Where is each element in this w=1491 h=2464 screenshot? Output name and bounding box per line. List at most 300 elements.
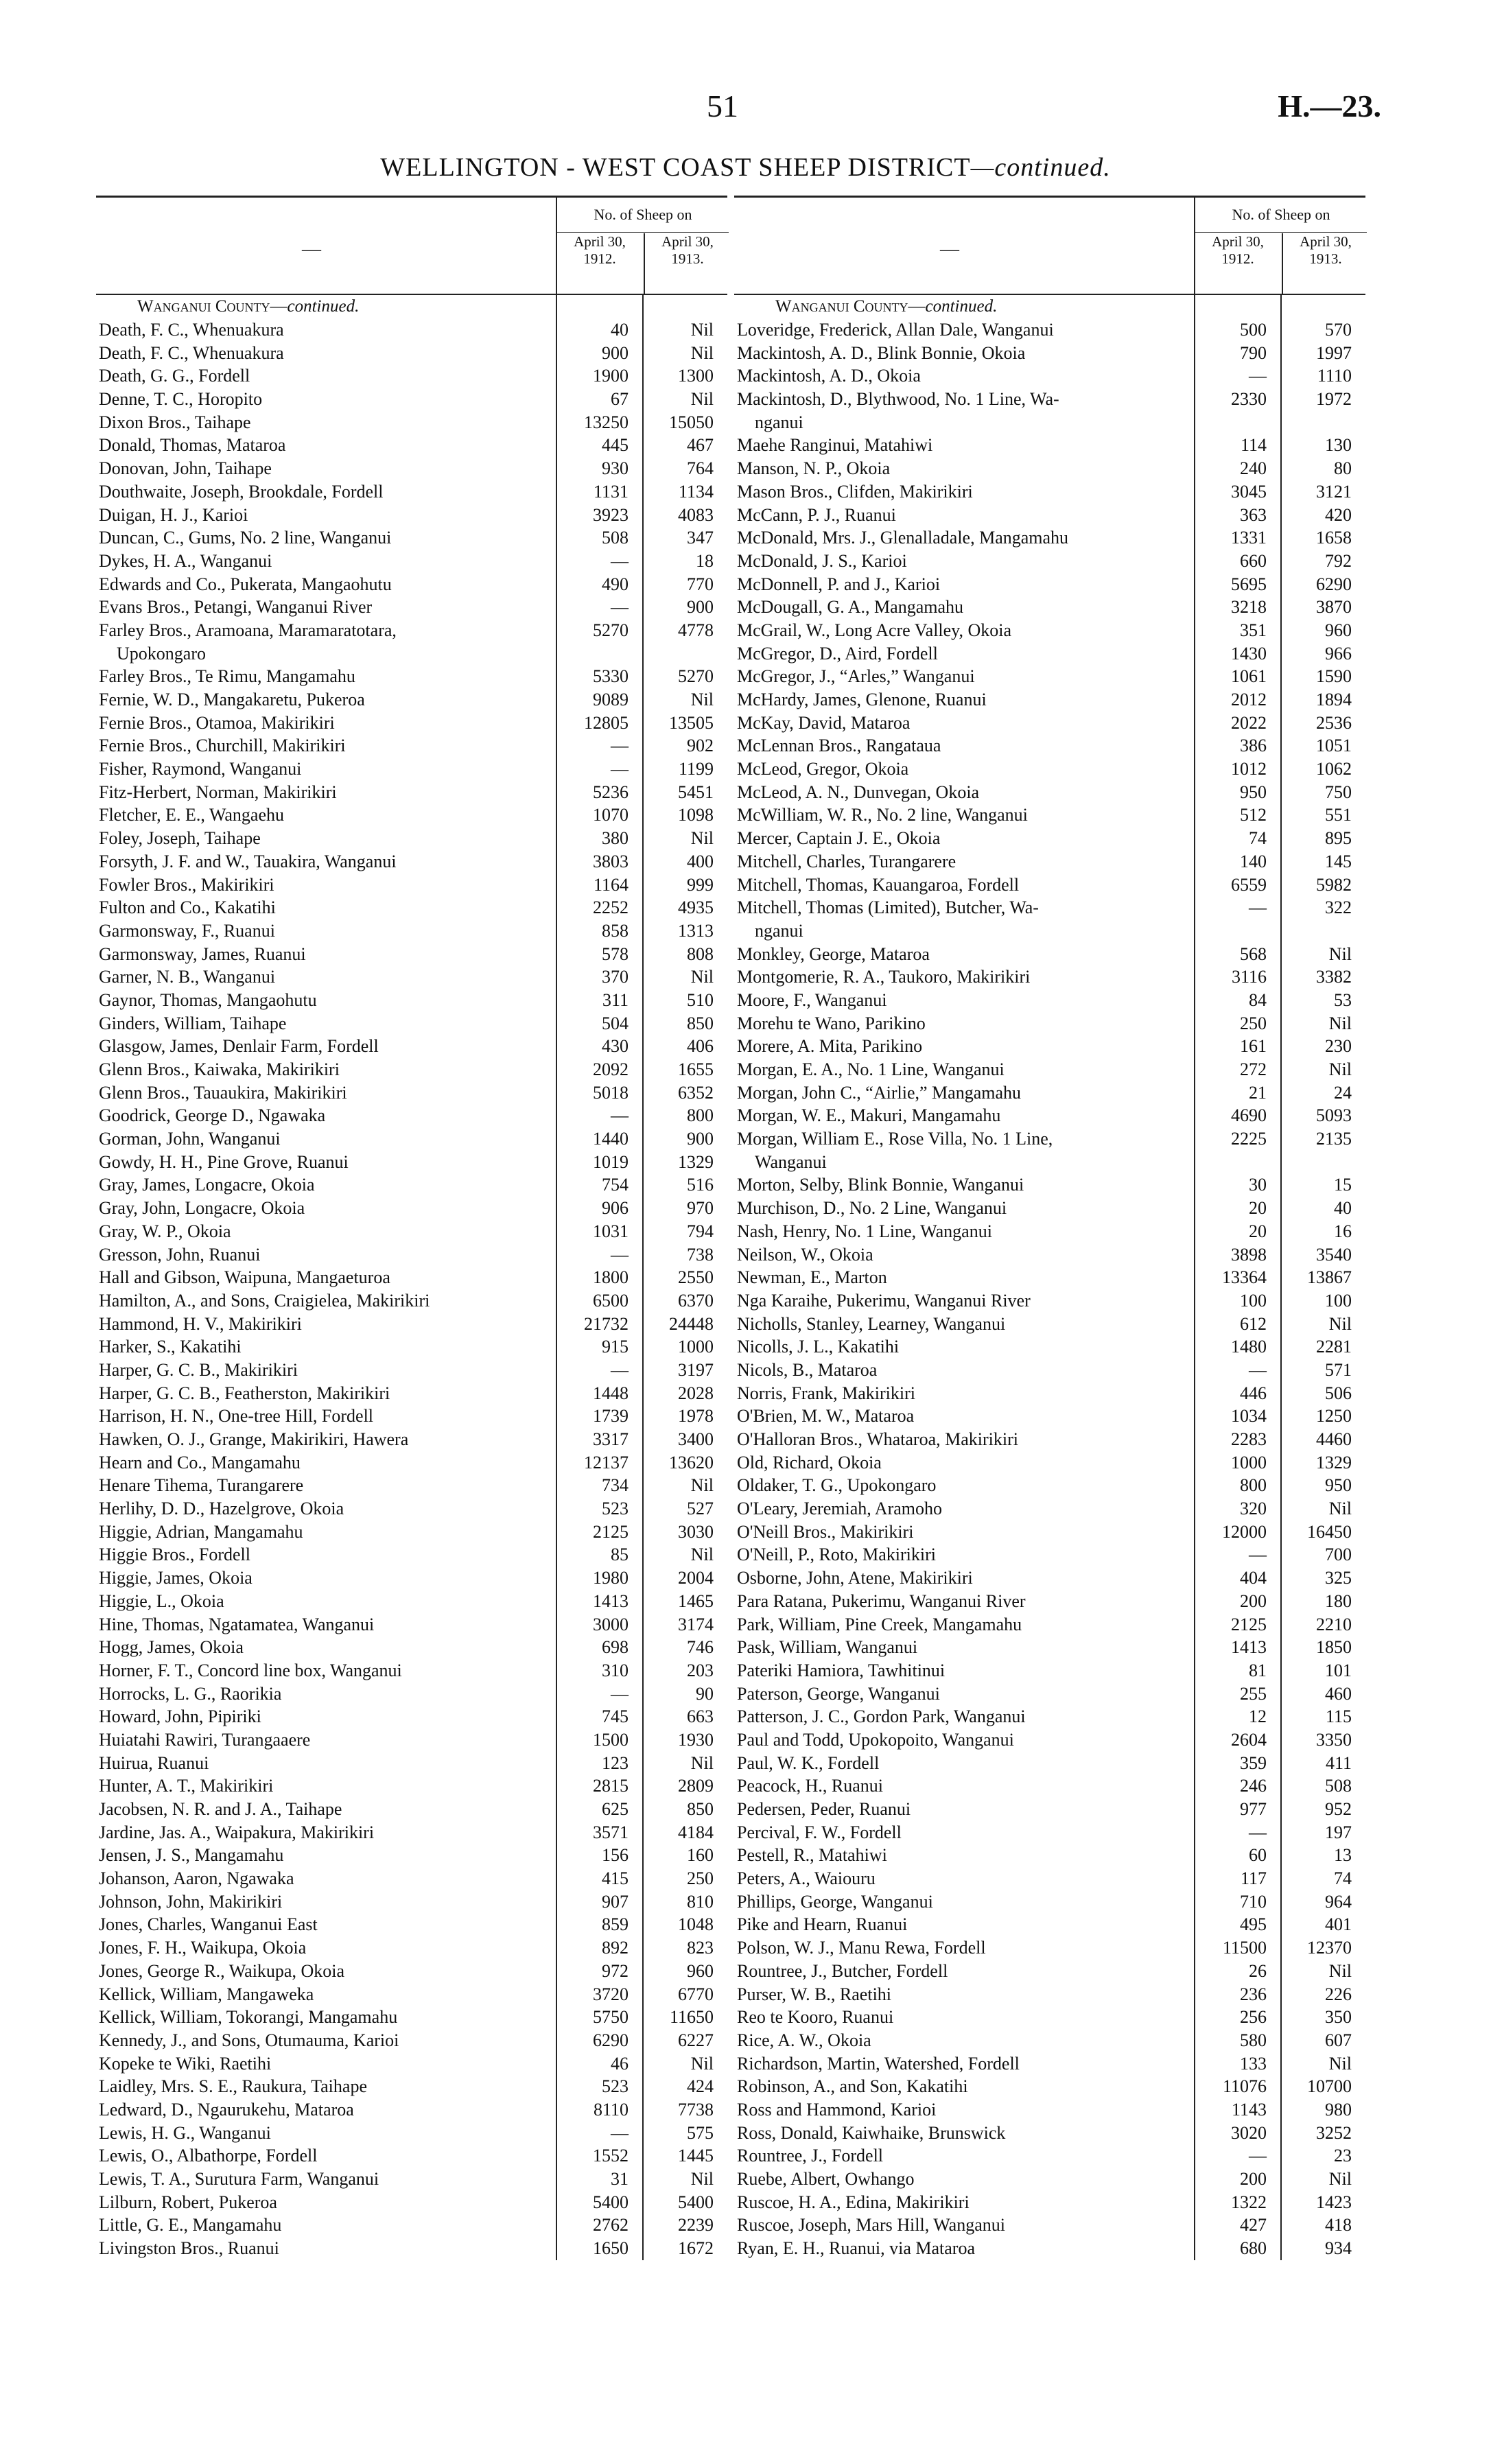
table-row xyxy=(96,318,727,342)
table-row xyxy=(96,688,727,712)
owner-cell: Horner, F. T., Concord line box, Wanganui xyxy=(99,1660,402,1680)
owner-cell: Duigan, H. J., Karioi xyxy=(99,504,248,525)
sheep-1912-cell: 660 xyxy=(1240,550,1267,571)
sheep-1913-cell: Nil xyxy=(1328,1960,1352,1981)
sheep-1912-cell xyxy=(1197,411,1282,434)
sheep-1913-cell: 810 xyxy=(687,1891,714,1912)
sheep-1913-cell: 6770 xyxy=(678,1984,714,2004)
table-row xyxy=(734,1359,1365,1382)
table-row xyxy=(96,1728,727,1752)
table-row xyxy=(96,1220,727,1243)
sheep-1912-cell: 625 xyxy=(602,1799,629,1819)
sheep-1913-cell: Nil xyxy=(690,967,714,987)
page-number: 51 xyxy=(707,89,738,124)
sheep-1912-cell: 1322 xyxy=(1231,2192,1267,2212)
owner-cell: Garmonsway, James, Ruanui xyxy=(99,943,306,964)
sheep-1913-cell: 575 xyxy=(687,2122,714,2143)
sheep-1913-cell: 1445 xyxy=(678,2146,714,2166)
owner-cell: McDonnell, P. and J., Karioi xyxy=(737,574,941,594)
owner-cell: Kellick, William, Tokorangi, Mangamahu xyxy=(99,2007,398,2028)
table-row xyxy=(734,1289,1365,1313)
sheep-1912-cell: 2604 xyxy=(1231,1729,1267,1750)
table-row xyxy=(734,318,1365,342)
table-row xyxy=(734,2237,1365,2260)
sheep-1912-cell: 351 xyxy=(1240,620,1267,640)
owner-cell: McHardy, James, Glenone, Ruanui xyxy=(737,690,987,709)
table-row xyxy=(734,596,1365,619)
owner-cell: Upokongaro xyxy=(117,643,206,664)
sheep-1912-cell: 710 xyxy=(1240,1891,1267,1912)
table-row xyxy=(96,1359,727,1382)
sheep-1912-cell: 21 xyxy=(1249,1082,1267,1103)
sheep-1913-cell: 1672 xyxy=(678,2238,714,2259)
sheep-1912-cell: 320 xyxy=(1240,1499,1267,1519)
sheep-1913-cell: 4935 xyxy=(678,897,714,918)
owner-cell: Harper, G. C. B., Featherston, Makirikiri xyxy=(99,1383,390,1403)
sheep-1912-cell: 495 xyxy=(1240,1914,1267,1935)
sheep-1913-cell: 808 xyxy=(687,943,714,964)
table-row xyxy=(96,803,727,827)
sheep-1912-cell: — xyxy=(611,597,629,618)
table-row xyxy=(734,1844,1365,1867)
table-row xyxy=(734,1682,1365,1706)
sheep-1913-cell: 13 xyxy=(1334,1845,1352,1866)
owner-cell: Ruebe, Albert, Owhango xyxy=(737,2169,915,2189)
sheep-1913-cell: 571 xyxy=(1325,1359,1352,1380)
sheep-1913-cell: 1930 xyxy=(678,1729,714,1750)
owner-cell: Morgan, E. A., No. 1 Line, Wanganui xyxy=(737,1059,1005,1079)
table-row xyxy=(734,712,1365,735)
sheep-1912-cell: 1413 xyxy=(1231,1637,1267,1658)
table-row xyxy=(96,1012,727,1035)
sheep-1913-cell: 6227 xyxy=(678,2030,714,2050)
sheep-1912-cell: 11076 xyxy=(1222,2076,1267,2097)
sheep-1912-cell: 1900 xyxy=(593,366,629,386)
table-row xyxy=(734,758,1365,781)
sheep-1912-cell: 140 xyxy=(1240,851,1267,871)
owner-cell: Lilburn, Robert, Pukeroa xyxy=(99,2192,277,2212)
sheep-1913-cell: 5982 xyxy=(1316,874,1352,895)
owner-cell: Mackintosh, D., Blythwood, No. 1 Line, Wa- xyxy=(737,389,1059,410)
rows-container xyxy=(96,318,727,2260)
table-row xyxy=(734,803,1365,827)
owner-cell: Lewis, T. A., Surutura Farm, Wanganui xyxy=(99,2169,379,2189)
sheep-1913-cell: 3870 xyxy=(1316,597,1352,618)
table-row xyxy=(96,943,727,966)
owner-cell: Nicolls, J. L., Kakatihi xyxy=(737,1337,900,1357)
owner-cell: Loveridge, Frederick, Allan Dale, Wanganui xyxy=(737,320,1054,340)
table-row xyxy=(734,1081,1365,1105)
sheep-1913-cell: 13620 xyxy=(669,1452,714,1472)
table-row xyxy=(734,665,1365,688)
sheep-1913-cell: 2239 xyxy=(678,2215,714,2236)
table-row xyxy=(734,457,1365,480)
table-row xyxy=(96,1613,727,1636)
sheep-1912-cell: 310 xyxy=(602,1660,629,1680)
table-row xyxy=(734,1960,1365,1983)
table-row xyxy=(96,1335,727,1359)
owner-cell: McDonald, Mrs. J., Glenalladale, Mangamahu xyxy=(737,528,1069,548)
sheep-1913-cell: 1199 xyxy=(678,759,714,779)
owner-cell: Old, Richard, Okoia xyxy=(737,1452,882,1472)
sheep-1912-cell xyxy=(559,642,644,666)
sheep-1913-cell: 1134 xyxy=(678,481,714,502)
table-row xyxy=(734,2075,1365,2098)
sheep-1912-cell: 1070 xyxy=(593,805,629,825)
owner-cell: Mackintosh, A. D., Okoia xyxy=(737,366,921,386)
section-title: Wanganui County— xyxy=(137,297,287,316)
table-row xyxy=(96,1752,727,1775)
table-row xyxy=(96,1428,727,1451)
owner-cell: Gray, John, Longacre, Okoia xyxy=(99,1198,305,1219)
sheep-1913-cell: 1000 xyxy=(678,1337,714,1357)
owner-cell: Jacobsen, N. R. and J. A., Taihape xyxy=(99,1799,342,1819)
owner-cell: Purser, W. B., Raetihi xyxy=(737,1984,892,2004)
owner-cell: Death, F. C., Whenuakura xyxy=(99,342,284,363)
sheep-1913-cell: 1997 xyxy=(1316,342,1352,363)
owner-cell: Fitz-Herbert, Norman, Makirikiri xyxy=(99,782,337,802)
owner-cell: Gray, W. P., Okoia xyxy=(99,1221,231,1241)
sheep-1913-cell: 322 xyxy=(1325,897,1352,918)
sheep-1912-cell: 1480 xyxy=(1231,1337,1267,1357)
owner-cell: Rountree, J., Fordell xyxy=(737,2146,884,2166)
owner-cell: Mitchell, Thomas, Kauangaroa, Fordell xyxy=(737,874,1020,895)
owner-cell: Fisher, Raymond, Wanganui xyxy=(99,759,302,779)
owner-cell: Nicols, B., Mataroa xyxy=(737,1359,878,1380)
sheep-1913-cell: 3540 xyxy=(1316,1244,1352,1265)
sheep-1913-cell: 101 xyxy=(1325,1660,1352,1680)
owner-cell: Oldaker, T. G., Upokongaro xyxy=(737,1475,937,1496)
sheep-1912-cell: 680 xyxy=(1240,2238,1267,2259)
sheep-1912-cell: 3898 xyxy=(1231,1244,1267,1265)
sheep-1913-cell: 15050 xyxy=(669,412,714,432)
sheep-1912-cell: 580 xyxy=(1240,2030,1267,2050)
sheep-1912-cell: 745 xyxy=(602,1706,629,1727)
sheep-1913-cell: 226 xyxy=(1325,1984,1352,2004)
sheep-1913-cell: 347 xyxy=(687,528,714,548)
document-reference: H.—23. xyxy=(1278,89,1381,124)
table-row xyxy=(96,1127,727,1151)
sheep-1912-cell: 3923 xyxy=(593,504,629,525)
sheep-1912-cell: 1980 xyxy=(593,1568,629,1588)
table-row xyxy=(734,781,1365,804)
sheep-1913-cell: 6352 xyxy=(678,1082,714,1103)
table-row xyxy=(96,1774,727,1798)
table-row xyxy=(96,457,727,480)
section-suffix: continued. xyxy=(287,297,360,316)
sheep-1913-cell: 570 xyxy=(1325,320,1352,340)
table-row xyxy=(96,1313,727,1336)
sheep-1913-cell: 792 xyxy=(1325,550,1352,571)
table-row xyxy=(734,2191,1365,2214)
table-row xyxy=(96,2006,727,2029)
sheep-1912-cell: 3317 xyxy=(593,1429,629,1449)
sheep-1913-cell: 700 xyxy=(1325,1545,1352,1565)
owner-cell: Hamilton, A., and Sons, Craigielea, Makirikiri xyxy=(99,1290,430,1311)
owner-cell: Polson, W. J., Manu Rewa, Fordell xyxy=(737,1938,986,1958)
owner-cell: Mackintosh, A. D., Blink Bonnie, Okoia xyxy=(737,342,1026,363)
owner-cell: Paterson, George, Wanganui xyxy=(737,1683,940,1704)
table-row xyxy=(734,2168,1365,2191)
sheep-1912-cell: 568 xyxy=(1240,943,1267,964)
owner-cell: Death, G. G., Fordell xyxy=(99,366,250,386)
sheep-1913-cell: Nil xyxy=(690,690,714,709)
sheep-1913-cell: 2028 xyxy=(678,1383,714,1403)
sheep-1912-cell: 380 xyxy=(602,828,629,849)
sheep-1912-cell: 1164 xyxy=(593,874,629,895)
owner-cell: Howard, John, Pipiriki xyxy=(99,1706,261,1727)
owner-cell: Garmonsway, F., Ruanui xyxy=(99,920,275,941)
owner-cell: Harper, G. C. B., Makirikiri xyxy=(99,1359,298,1380)
sheep-1912-cell: 123 xyxy=(602,1752,629,1773)
owner-cell: Pedersen, Peder, Ruanui xyxy=(737,1799,911,1819)
table-row xyxy=(734,2144,1365,2168)
sheep-1912-cell: 5018 xyxy=(593,1082,629,1103)
table-body xyxy=(96,295,727,2260)
sheep-1913-cell: 4184 xyxy=(678,1822,714,1842)
owner-cell: Peacock, H., Ruanui xyxy=(737,1776,884,1796)
sheep-1912-cell: 900 xyxy=(602,342,629,363)
sheep-1912-cell: 3020 xyxy=(1231,2122,1267,2143)
sheep-1912-cell: 200 xyxy=(1240,2169,1267,2189)
owner-cell: Hine, Thomas, Ngatamatea, Wanganui xyxy=(99,1614,375,1634)
sheep-1912-cell: 117 xyxy=(1240,1868,1267,1889)
table-row xyxy=(96,2122,727,2145)
sheep-1913-cell: 850 xyxy=(687,1799,714,1819)
sheep-1913-cell: Nil xyxy=(690,342,714,363)
table-row xyxy=(96,1913,727,1936)
owner-cell: Nga Karaihe, Pukerimu, Wanganui River xyxy=(737,1290,1031,1311)
sheep-1912-cell: 21732 xyxy=(584,1313,629,1334)
sheep-1912-cell: 6559 xyxy=(1231,874,1267,895)
sheep-1913-cell: 3350 xyxy=(1316,1729,1352,1750)
sheep-1912-cell: 8110 xyxy=(593,2099,629,2120)
owner-cell: Garner, N. B., Wanganui xyxy=(99,967,276,987)
owner-cell: Laidley, Mrs. S. E., Raukura, Taihape xyxy=(99,2076,367,2097)
sheep-1912-cell: 1000 xyxy=(1231,1452,1267,1472)
sheep-1913-cell: 16 xyxy=(1334,1221,1352,1241)
owner-cell: Gorman, John, Wanganui xyxy=(99,1129,281,1149)
sheep-1913-cell: 350 xyxy=(1325,2007,1352,2028)
owner-cell: Pateriki Hamiora, Tawhitinui xyxy=(737,1660,946,1680)
owner-cell: Robinson, A., and Son, Kakatihi xyxy=(737,2076,968,2097)
sheep-1912-cell: 504 xyxy=(602,1013,629,1033)
owner-cell: Douthwaite, Joseph, Brookdale, Fordell xyxy=(99,481,384,502)
owner-cell: nganui xyxy=(755,412,803,432)
sheep-1912-cell: — xyxy=(611,736,629,756)
sheep-1912-cell: 250 xyxy=(1240,1013,1267,1033)
owner-cell: Henare Tihema, Turangarere xyxy=(99,1475,304,1496)
owner-cell: Mercer, Captain J. E., Okoia xyxy=(737,828,941,849)
sheep-1913-cell: 1062 xyxy=(1316,759,1352,779)
owner-cell: McCann, P. J., Ruanui xyxy=(737,504,896,525)
col-1912-header: April 30, 1912. xyxy=(574,233,626,267)
section-title: Wanganui County— xyxy=(775,297,926,316)
sheep-1913-cell: 4083 xyxy=(678,504,714,525)
sheep-1912-cell: 30 xyxy=(1249,1175,1267,1195)
owner-cell: Mitchell, Thomas (Limited), Butcher, Wa- xyxy=(737,897,1039,918)
table-row xyxy=(734,1428,1365,1451)
sheep-1913-cell: 1110 xyxy=(1317,366,1352,386)
table-row xyxy=(734,1867,1365,1890)
sheep-1913-cell: 2281 xyxy=(1316,1337,1352,1357)
sheep-1912-cell: 445 xyxy=(602,435,629,456)
owner-cell: McLeod, A. N., Dunvegan, Okoia xyxy=(737,782,980,802)
table-row xyxy=(96,388,727,411)
owner-cell: Reo te Kooro, Ruanui xyxy=(737,2007,894,2028)
sheep-1913-cell: 80 xyxy=(1334,458,1352,479)
sheep-1912-cell: 977 xyxy=(1240,1799,1267,1819)
owner-cell: Higgie Bros., Fordell xyxy=(99,1545,250,1565)
sheep-1912-cell: 85 xyxy=(611,1545,629,1565)
owner-cell: McDonald, J. S., Karioi xyxy=(737,550,907,571)
sheep-1913-cell: 1048 xyxy=(678,1914,714,1935)
sheep-1912-cell: 311 xyxy=(602,989,629,1010)
sheep-1912-cell: 1500 xyxy=(593,1729,629,1750)
owner-cell: Fletcher, E. E., Wangaehu xyxy=(99,805,285,825)
owner-cell: McGrail, W., Long Acre Valley, Okoia xyxy=(737,620,1012,640)
owner-cell: Ginders, William, Taihape xyxy=(99,1013,287,1033)
sheep-1913-cell: 952 xyxy=(1325,1799,1352,1819)
sheep-1912-cell: 359 xyxy=(1240,1752,1267,1773)
sheep-1913-cell: Nil xyxy=(1328,2169,1352,2189)
table-row xyxy=(734,1636,1365,1659)
table-row xyxy=(734,1266,1365,1289)
owner-cell: Gaynor, Thomas, Mangaohutu xyxy=(99,989,317,1010)
table-row xyxy=(734,642,1365,666)
table-row xyxy=(96,2214,727,2237)
owner-cell: Lewis, H. G., Wanganui xyxy=(99,2122,271,2143)
table-row xyxy=(96,1058,727,1081)
table-row xyxy=(96,919,727,943)
owner-cell: McWilliam, W. R., No. 2 line, Wanganui xyxy=(737,805,1028,825)
table-row xyxy=(734,919,1365,943)
table-row xyxy=(734,1913,1365,1936)
owner-cell: McGregor, J., “Arles,” Wanganui xyxy=(737,666,975,687)
owner-cell: Wanganui xyxy=(755,1151,827,1172)
sheep-1912-cell: 4690 xyxy=(1231,1105,1267,1126)
table-row xyxy=(734,1798,1365,1821)
sheep-1912-cell: 930 xyxy=(602,458,629,479)
sheep-1912-cell: 9089 xyxy=(593,690,629,709)
owner-cell: Ruscoe, H. A., Edina, Makirikiri xyxy=(737,2192,970,2212)
sheep-1913-cell: 12370 xyxy=(1307,1938,1352,1958)
sheep-1913-cell: Nil xyxy=(690,2053,714,2074)
col-1912-header: April 30, 1912. xyxy=(1212,233,1264,267)
sheep-1913-cell: 999 xyxy=(687,874,714,895)
group-label: No. of Sheep on xyxy=(1195,198,1367,233)
sheep-1913-cell: 1658 xyxy=(1316,528,1352,548)
owner-cell: Newman, E., Marton xyxy=(737,1267,887,1288)
sheep-1912-cell: 12137 xyxy=(584,1452,629,1472)
sheep-1912-cell: 161 xyxy=(1240,1036,1267,1057)
sheep-1912-cell: 20 xyxy=(1249,1221,1267,1241)
sheep-1912-cell: 950 xyxy=(1240,782,1267,802)
owner-cell: nganui xyxy=(755,920,803,941)
sheep-1912-cell: 508 xyxy=(602,528,629,548)
sheep-1913-cell: 3252 xyxy=(1316,2122,1352,2143)
sheep-1913-cell: 100 xyxy=(1325,1290,1352,1311)
owner-cell: Fernie, W. D., Mangakaretu, Pukeroa xyxy=(99,690,365,709)
table-row xyxy=(96,1151,727,1174)
sheep-1913-cell: Nil xyxy=(1328,943,1352,964)
sheep-1912-cell: 246 xyxy=(1240,1776,1267,1796)
table-row xyxy=(96,1451,727,1475)
table-row xyxy=(734,1659,1365,1682)
owner-cell: McKay, David, Mataroa xyxy=(737,712,911,733)
table-row xyxy=(734,1451,1365,1475)
table-row xyxy=(734,1774,1365,1798)
sheep-1913-cell: Nil xyxy=(690,1752,714,1773)
owner-cell: Morton, Selby, Blink Bonnie, Wanganui xyxy=(737,1175,1024,1195)
sheep-1913-cell: 325 xyxy=(1325,1568,1352,1588)
table-row xyxy=(734,1521,1365,1544)
sheep-1912-cell: 2022 xyxy=(1231,712,1267,733)
sheep-1913-cell: Nil xyxy=(1328,1059,1352,1079)
sheep-1912-cell: 1413 xyxy=(593,1591,629,1611)
sheep-1912-cell: 415 xyxy=(602,1868,629,1889)
table-row xyxy=(734,1567,1365,1590)
table-row xyxy=(96,364,727,388)
sheep-1912-cell: 272 xyxy=(1240,1059,1267,1079)
sheep-1912-cell: — xyxy=(611,1683,629,1704)
owner-cell: McLennan Bros., Rangataua xyxy=(737,736,941,756)
table-row xyxy=(734,364,1365,388)
sheep-1913-cell: 980 xyxy=(1325,2099,1352,2120)
table-row xyxy=(96,1035,727,1058)
owner-cell: Rountree, J., Butcher, Fordell xyxy=(737,1960,948,1981)
sheep-1913-cell: 90 xyxy=(696,1683,714,1704)
sheep-1912-cell: 907 xyxy=(602,1891,629,1912)
sheep-count-header xyxy=(556,198,729,294)
owner-cell: Glasgow, James, Denlair Farm, Fordell xyxy=(99,1036,379,1057)
owner-cell: Fowler Bros., Makirikiri xyxy=(99,874,274,895)
sheep-1912-cell: 1800 xyxy=(593,1267,629,1288)
sheep-1912-cell: 13250 xyxy=(584,412,629,432)
owner-cell: Fulton and Co., Kakatihi xyxy=(99,897,276,918)
owner-cell: Ryan, E. H., Ruanui, via Mataroa xyxy=(737,2238,975,2259)
table-row xyxy=(734,2098,1365,2122)
owner-cell: Jones, George R., Waikupa, Okoia xyxy=(99,1960,344,1981)
sheep-1913-cell: 1313 xyxy=(678,920,714,941)
sheep-1912-cell: 2252 xyxy=(593,897,629,918)
table-header xyxy=(734,196,1365,295)
owner-cell: Donovan, John, Taihape xyxy=(99,458,272,479)
sheep-1913-cell: 800 xyxy=(687,1105,714,1126)
table-row xyxy=(96,665,727,688)
sheep-1913-cell: Nil xyxy=(690,2169,714,2189)
sheep-1913-cell: 16450 xyxy=(1307,1521,1352,1542)
table-row xyxy=(96,1243,727,1267)
sheep-1913-cell: 13505 xyxy=(669,712,714,733)
owner-cell: Murchison, D., No. 2 Line, Wanganui xyxy=(737,1198,1007,1219)
sheep-1913-cell: 607 xyxy=(1325,2030,1352,2050)
table-row xyxy=(96,1890,727,1914)
sheep-1912-cell: 12805 xyxy=(584,712,629,733)
table-row xyxy=(734,1705,1365,1728)
page-title xyxy=(0,152,1491,183)
sheep-1912-cell: 100 xyxy=(1240,1290,1267,1311)
table-row xyxy=(734,2122,1365,2145)
sheep-1913-cell: 5400 xyxy=(678,2192,714,2212)
owner-cell: Morgan, John C., “Airlie,” Mangamahu xyxy=(737,1082,1021,1103)
sheep-1912-cell: 512 xyxy=(1240,805,1267,825)
sheep-1912-cell: — xyxy=(611,1244,629,1265)
table-row xyxy=(734,1890,1365,1914)
owner-cell: O'Halloran Bros., Whataroa, Makirikiri xyxy=(737,1429,1018,1449)
header-dash: — xyxy=(940,239,959,260)
sheep-1913-cell: 764 xyxy=(687,458,714,479)
